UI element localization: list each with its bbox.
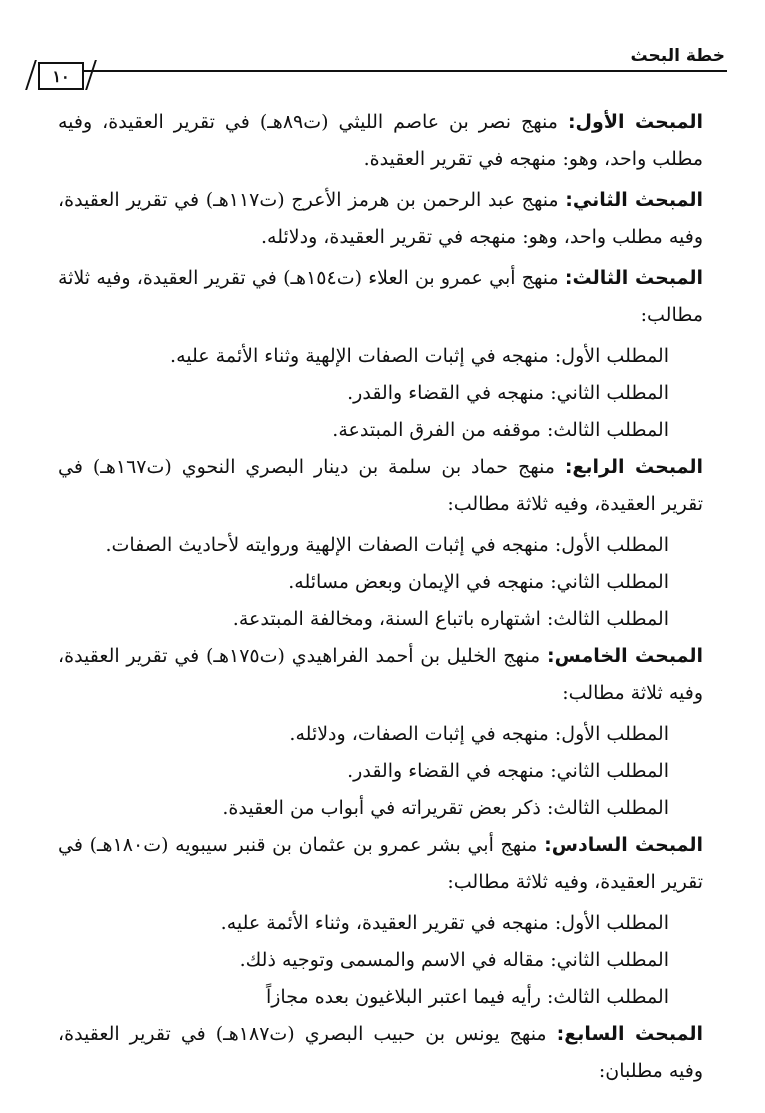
chapter-text: منهج نصر بن عاصم الليثي (ت٨٩هـ) في تقرير العقيدة، وفيه مطلب واحد، وهو: منهجه في تقرير العقيدة.	[58, 111, 703, 170]
section-label: المطلب الأول:	[554, 534, 669, 556]
section-entry	[58, 942, 703, 979]
section-label: المطلب الأول:	[554, 723, 669, 745]
section-label: المطلب الثاني:	[550, 571, 669, 593]
chapter-entry-5	[58, 638, 703, 712]
section-label: المطلب الثاني:	[550, 949, 669, 971]
section-entry	[58, 338, 703, 375]
section-text: ذكر بعض تقريراته في أبواب من العقيدة.	[222, 797, 547, 819]
chapter-label: المبحث الرابع:	[564, 456, 703, 478]
section-entry	[58, 790, 703, 827]
running-header	[0, 46, 765, 86]
section-entry	[58, 375, 703, 412]
section-text: منهجه في تقرير العقيدة، وثناء الأئمة عليه.	[220, 912, 555, 934]
section-entry	[58, 905, 703, 942]
section-text: منهجه في إثبات الصفات، ودلائله.	[289, 723, 555, 745]
section-entry	[58, 564, 703, 601]
page-number-box	[38, 62, 84, 90]
section-label: المطلب الثالث:	[546, 797, 669, 819]
chapter-label: المبحث الخامس:	[547, 645, 703, 667]
section-label: المطلب الثالث:	[546, 608, 669, 630]
chapter-label: المبحث السادس:	[544, 834, 703, 856]
chapter-text: منهج الخليل بن أحمد الفراهيدي (ت١٧٥هـ) في تقرير العقيدة، وفيه ثلاثة مطالب:	[58, 645, 703, 704]
chapter-label: المبحث الثاني:	[565, 189, 703, 211]
section-text: موقفه من الفرق المبتدعة.	[332, 419, 547, 441]
section-text: منهجه في الإيمان وبعض مسائله.	[288, 571, 551, 593]
section-text: منهجه في إثبات الصفات الإلهية وروايته لأحاديث الصفات.	[105, 534, 555, 556]
section-label: المطلب الثاني:	[550, 382, 669, 404]
section-label: المطلب الثالث:	[546, 419, 669, 441]
chapter-entry-1	[58, 104, 703, 178]
chapter-text: منهج عبد الرحمن بن هرمز الأعرج (ت١١٧هـ) في تقرير العقيدة، وفيه مطلب واحد، وهو: منهجه في تقرير العقيدة، ودلائله.	[58, 189, 703, 248]
header-rule	[82, 70, 727, 72]
chapter-entry-3	[58, 260, 703, 334]
section-text: اشتهاره باتباع السنة، ومخالفة المبتدعة.	[232, 608, 547, 630]
chapter-text: منهج يونس بن حبيب البصري (ت١٨٧هـ) في تقرير العقيدة، وفيه مطلبان:	[58, 1023, 703, 1082]
section-text: مقاله في الاسم والمسمى وتوجيه ذلك.	[239, 949, 551, 971]
section-entry	[58, 527, 703, 564]
chapter-entry-2	[58, 182, 703, 256]
section-text: منهجه في إثبات الصفات الإلهية وثناء الأئمة عليه.	[170, 345, 555, 367]
outline-content	[58, 104, 703, 1094]
section-label: المطلب الأول:	[554, 345, 669, 367]
section-text: رأيه فيما اعتبر البلاغيون بعده مجازاً	[265, 986, 547, 1008]
section-entry	[58, 601, 703, 638]
chapter-label: المبحث الأول:	[567, 111, 703, 133]
page-number: ١٠	[52, 66, 70, 86]
section-text: منهجه في القضاء والقدر.	[347, 760, 551, 782]
section-text: منهجه في القضاء والقدر.	[347, 382, 551, 404]
section-label: المطلب الثالث:	[546, 986, 669, 1008]
chapter-text: منهج أبي بشر عمرو بن عثمان بن قنبر سيبويه (ت١٨٠هـ) في تقرير العقيدة، وفيه ثلاثة مطالب:	[58, 834, 703, 893]
chapter-label: المبحث الثالث:	[564, 267, 703, 289]
chapter-text: منهج حماد بن سلمة بن دينار البصري النحوي (ت١٦٧هـ) في تقرير العقيدة، وفيه ثلاثة مطالب:	[58, 456, 703, 515]
chapter-entry-4	[58, 449, 703, 523]
chapter-text: منهج أبي عمرو بن العلاء (ت١٥٤هـ) في تقرير العقيدة، وفيه ثلاثة مطالب:	[58, 267, 703, 326]
section-entry	[58, 753, 703, 790]
section-entry	[58, 716, 703, 753]
section-entry	[58, 979, 703, 1016]
section-label: المطلب الأول:	[554, 912, 669, 934]
section-title: خطة البحث	[630, 46, 725, 66]
chapter-entry-7	[58, 1016, 703, 1090]
section-label: المطلب الثاني:	[550, 760, 669, 782]
chapter-label: المبحث السابع:	[556, 1023, 703, 1045]
section-entry	[58, 412, 703, 449]
chapter-entry-6	[58, 827, 703, 901]
